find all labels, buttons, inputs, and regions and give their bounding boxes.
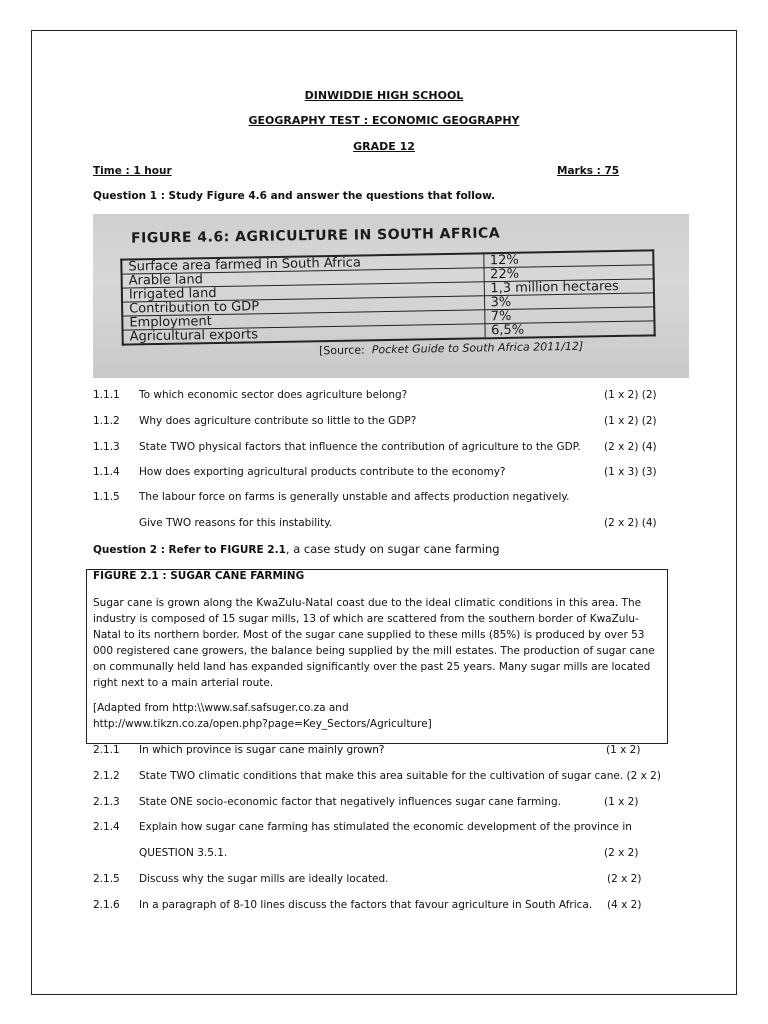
q1-item-num: 1.1.5 [93, 491, 120, 503]
school-name: DINWIDDIE HIGH SCHOOL [304, 89, 464, 102]
q2-item-text: Explain how sugar cane farming has stimulated the economic development of the province in [139, 821, 632, 833]
row-value: 12% [483, 250, 653, 267]
q2-item-num: 2.1.1 [93, 744, 120, 756]
figure-title: FIGURE 4.6: AGRICULTURE IN SOUTH AFRICA [130, 225, 501, 247]
q2-item-text: State TWO climatic conditions that make this area suitable for the cultivation of sugar cane. (2 x 2) [139, 770, 661, 782]
figure-source [319, 340, 583, 358]
q2-item-text: QUESTION 3.5.1. [139, 847, 228, 859]
q2-item-marks: (1 x 2) [606, 744, 641, 756]
q1-item-text: How does exporting agricultural products contribute to the economy? [139, 466, 506, 478]
question2-heading [93, 542, 500, 556]
q2-item-marks: (2 x 2) [604, 847, 639, 859]
q2-item-text: In a paragraph of 8-10 lines discuss the factors that favour agriculture in South Africa. [139, 899, 593, 911]
row-label: Irrigated land [122, 282, 484, 302]
q1-item-num: 1.1.3 [93, 441, 120, 453]
row-value: 6,5% [484, 321, 654, 338]
q2-item-num: 2.1.2 [93, 770, 120, 782]
test-title: GEOGRAPHY TEST : ECONOMIC GEOGRAPHY [248, 114, 520, 127]
q1-item-num: 1.1.1 [93, 389, 120, 401]
time-label: Time : 1 hour [93, 165, 172, 177]
q1-item-marks: (2 x 2) (4) [604, 441, 657, 453]
q2-item-num: 2.1.4 [93, 821, 120, 833]
q2-item-text: State ONE socio-economic factor that negatively influences sugar cane farming. [139, 796, 561, 808]
row-label: Arable land [122, 268, 484, 288]
row-value: 22% [483, 265, 653, 282]
q2-item-marks: (4 x 2) [607, 899, 642, 911]
question1-heading: Question 1 : Study Figure 4.6 and answer the questions that follow. [93, 190, 496, 202]
row-value: 1,3 million hectares [484, 279, 654, 296]
q1-item-text: State TWO physical factors that influence the contribution of agriculture to the GDP. [139, 441, 581, 453]
row-label: Contribution to GDP [122, 296, 484, 316]
case-study-title: FIGURE 2.1 : SUGAR CANE FARMING [93, 570, 305, 582]
q1-item5-marks: (2 x 2) (4) [604, 517, 657, 529]
q1-item-marks: (1 x 2) (2) [604, 415, 657, 427]
q1-item-text: Why does agriculture contribute so little to the GDP? [139, 415, 417, 427]
q2-item-num: 2.1.5 [93, 873, 120, 885]
q1-item-marks: (1 x 3) (3) [604, 466, 657, 478]
q1-item-num: 1.1.2 [93, 415, 120, 427]
q2-item-marks: (2 x 2) [607, 873, 642, 885]
question2-heading-rest: , a case study on sugar cane farming [285, 542, 500, 556]
q1-item5-continuation: Give TWO reasons for this instability. [139, 517, 333, 529]
case-study-text: Sugar cane is grown along the KwaZulu-Natal coast due to the ideal climatic conditions in this area. The industry is composed of 15 sugar mills, 13 of which are scattered from the southern border of KwaZulu-Natal to its northern border. Most of the sugar cane supplied to these mills (85%) is produced by over 53 000 registered cane growers, the balance being supplied by the mill estates. The production of sugar cane on communally held land has expanded significantly over the past 25 years. Many sugar mills are located right next to a main arterial route. [93, 597, 655, 689]
q1-item-marks: (1 x 2) (2) [604, 389, 657, 401]
q1-item-text: To which economic sector does agriculture belong? [139, 389, 408, 401]
source-title: Pocket Guide to South Africa 2011/12] [371, 339, 584, 357]
q1-item-text: The labour force on farms is generally unstable and affects production negatively. [139, 491, 570, 503]
q2-item-marks: (1 x 2) [604, 796, 639, 808]
q2-item-text: In which province is sugar cane mainly grown? [139, 744, 385, 756]
figure-4-6-photo [93, 214, 689, 378]
marks-label: Marks : 75 [557, 165, 620, 177]
row-value: 7% [484, 307, 654, 324]
source-prefix: [Source: [318, 343, 365, 358]
case-study-source: [Adapted from http:\\www.saf.safsuger.co.za and http://www.tikzn.co.za/open.php?page=Key_Sectors/Agriculture] [93, 702, 432, 730]
grade-label: GRADE 12 [353, 140, 415, 153]
row-label: Employment [122, 310, 484, 330]
q2-item-num: 2.1.6 [93, 899, 120, 911]
q2-item-text: Discuss why the sugar mills are ideally located. [139, 873, 389, 885]
question2-heading-bold: Question 2 : Refer to FIGURE 2.1 [93, 544, 286, 556]
row-label: Agricultural exports [123, 324, 485, 345]
row-label: Surface area farmed in South Africa [121, 253, 483, 274]
q2-item-num: 2.1.3 [93, 796, 120, 808]
row-value: 3% [484, 293, 654, 310]
figure-table [120, 249, 655, 345]
q1-item-num: 1.1.4 [93, 466, 120, 478]
